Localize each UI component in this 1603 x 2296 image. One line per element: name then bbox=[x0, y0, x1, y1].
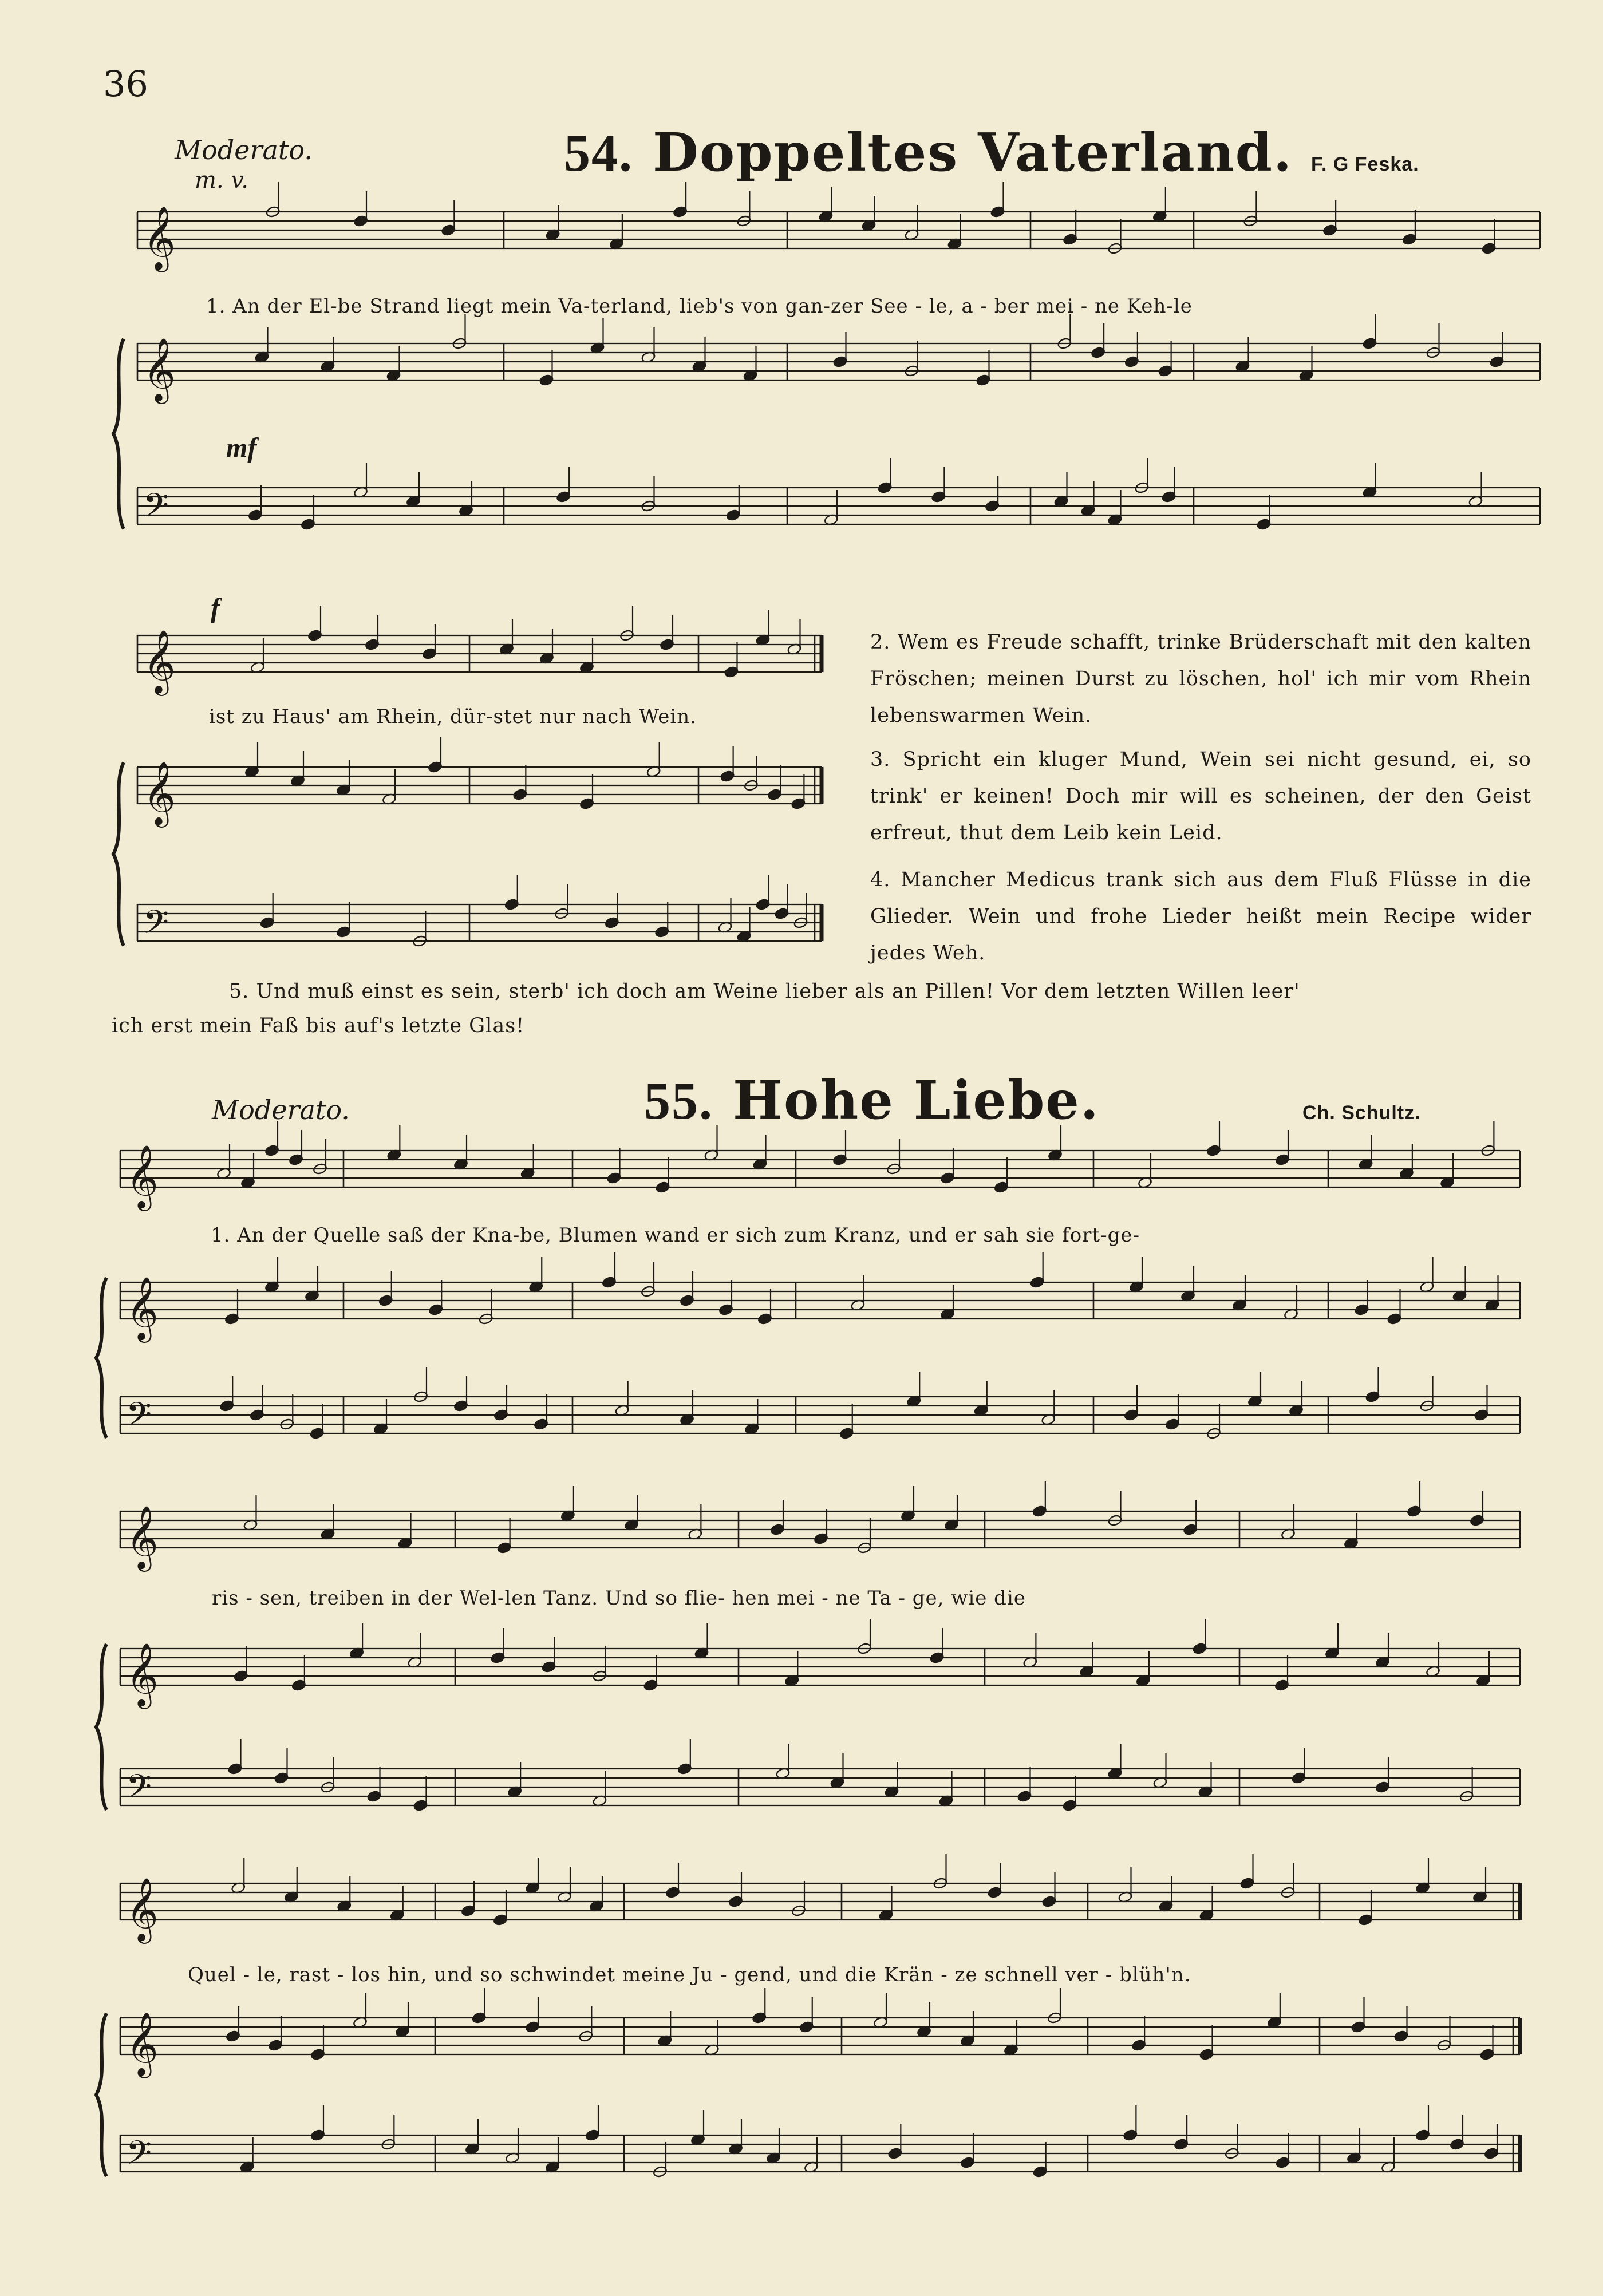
clef-s4-2: 𝄢 bbox=[126, 2133, 152, 2180]
clef-s3-2: 𝄢 bbox=[126, 1767, 152, 1814]
clef-s0-1: 𝄞 bbox=[143, 337, 176, 401]
piano-brace-s3 bbox=[96, 1644, 106, 1810]
mezza-voce-marking: m. v. bbox=[195, 167, 248, 193]
verse-4: 4. Mancher Medicus trank sich aus dem Fluß Flüsse in die Glieder. Wein und frohe Lieder heißt mein Recipe wider jedes Weh. bbox=[870, 868, 1531, 965]
clef-s1-1: 𝄞 bbox=[143, 761, 176, 825]
tempo-marking-54: Moderato. bbox=[175, 135, 313, 165]
clef-s4-1: 𝄞 bbox=[126, 2012, 159, 2076]
clef-s1-0: 𝄞 bbox=[143, 629, 176, 693]
clef-s1-2: 𝄢 bbox=[143, 903, 169, 950]
verse-2: 2. Wem es Freude schafft, trinke Brüderschaft mit den kalten Fröschen; meinen Durst zu löschen, hol' ich mir vom Rhein lebenswarmen Wein. bbox=[870, 631, 1531, 727]
song-number-55: 55. bbox=[644, 1072, 713, 1130]
song-title-54-text: Doppeltes Vaterland. bbox=[653, 121, 1293, 183]
lyrics-54-line1: 1. An der El-be Strand liegt mein Va-terland, lieb's von gan-zer See - le, a - ber mei - ne Keh-le bbox=[206, 295, 1193, 318]
verse-5-line1: 5. Und muß einst es sein, sterb' ich doch am Weine lieber als an Pillen! Vor dem letzten Willen leer' bbox=[229, 980, 1300, 1003]
piano-brace-s2 bbox=[96, 1278, 106, 1438]
clef-s2-2: 𝄢 bbox=[126, 1395, 152, 1442]
clef-s3-1: 𝄞 bbox=[126, 1642, 159, 1706]
lyrics-55-line1: 1. An der Quelle saß der Kna-be, Blumen wand er sich zum Kranz, und er sah sie fort-ge- bbox=[211, 1224, 1140, 1247]
piano-brace-s1 bbox=[113, 762, 124, 946]
lyrics-54-line2: ist zu Haus' am Rhein, dür-stet nur nach Wein. bbox=[209, 705, 697, 728]
clef-s2-0: 𝄞 bbox=[126, 1144, 159, 1208]
lyrics-55-line3: Quel - le, rast - los hin, und so schwindet meine Ju - gend, und die Krän - ze schnell ver - blüh'n. bbox=[188, 1963, 1191, 1986]
clef-s4-0: 𝄞 bbox=[126, 1877, 159, 1941]
lyrics-55-line2: ris - sen, treiben in der Wel-len Tanz. Und so flie- hen mei - ne Ta - ge, wie die bbox=[212, 1587, 1026, 1610]
piano-brace-s0 bbox=[113, 339, 124, 529]
dynamic-f: f bbox=[211, 593, 220, 623]
composer-55: Ch. Schultz. bbox=[1302, 1102, 1421, 1124]
clef-s0-2: 𝄢 bbox=[143, 486, 169, 533]
composer-54: F. G Feska. bbox=[1311, 153, 1419, 175]
song-title-55-text: Hohe Liebe. bbox=[733, 1069, 1100, 1131]
clef-s3-0: 𝄞 bbox=[126, 1505, 159, 1569]
verse-5-line2: ich erst mein Faß bis auf's letzte Glas! bbox=[112, 1014, 525, 1037]
dynamic-mf: mf bbox=[226, 433, 257, 463]
clef-s2-1: 𝄞 bbox=[126, 1276, 159, 1340]
song-number-54: 54. bbox=[564, 124, 633, 182]
tempo-marking-55: Moderato. bbox=[212, 1094, 350, 1125]
verse-3: 3. Spricht ein kluger Mund, Wein sei nicht gesund, ei, so trink' er keinen! Doch mir will es scheinen, der den Geist erfreut, thut dem Leib kein Leid. bbox=[870, 748, 1531, 844]
piano-brace-s4 bbox=[96, 2013, 106, 2176]
clef-s0-0: 𝄞 bbox=[143, 206, 176, 270]
page-number: 36 bbox=[103, 63, 148, 105]
